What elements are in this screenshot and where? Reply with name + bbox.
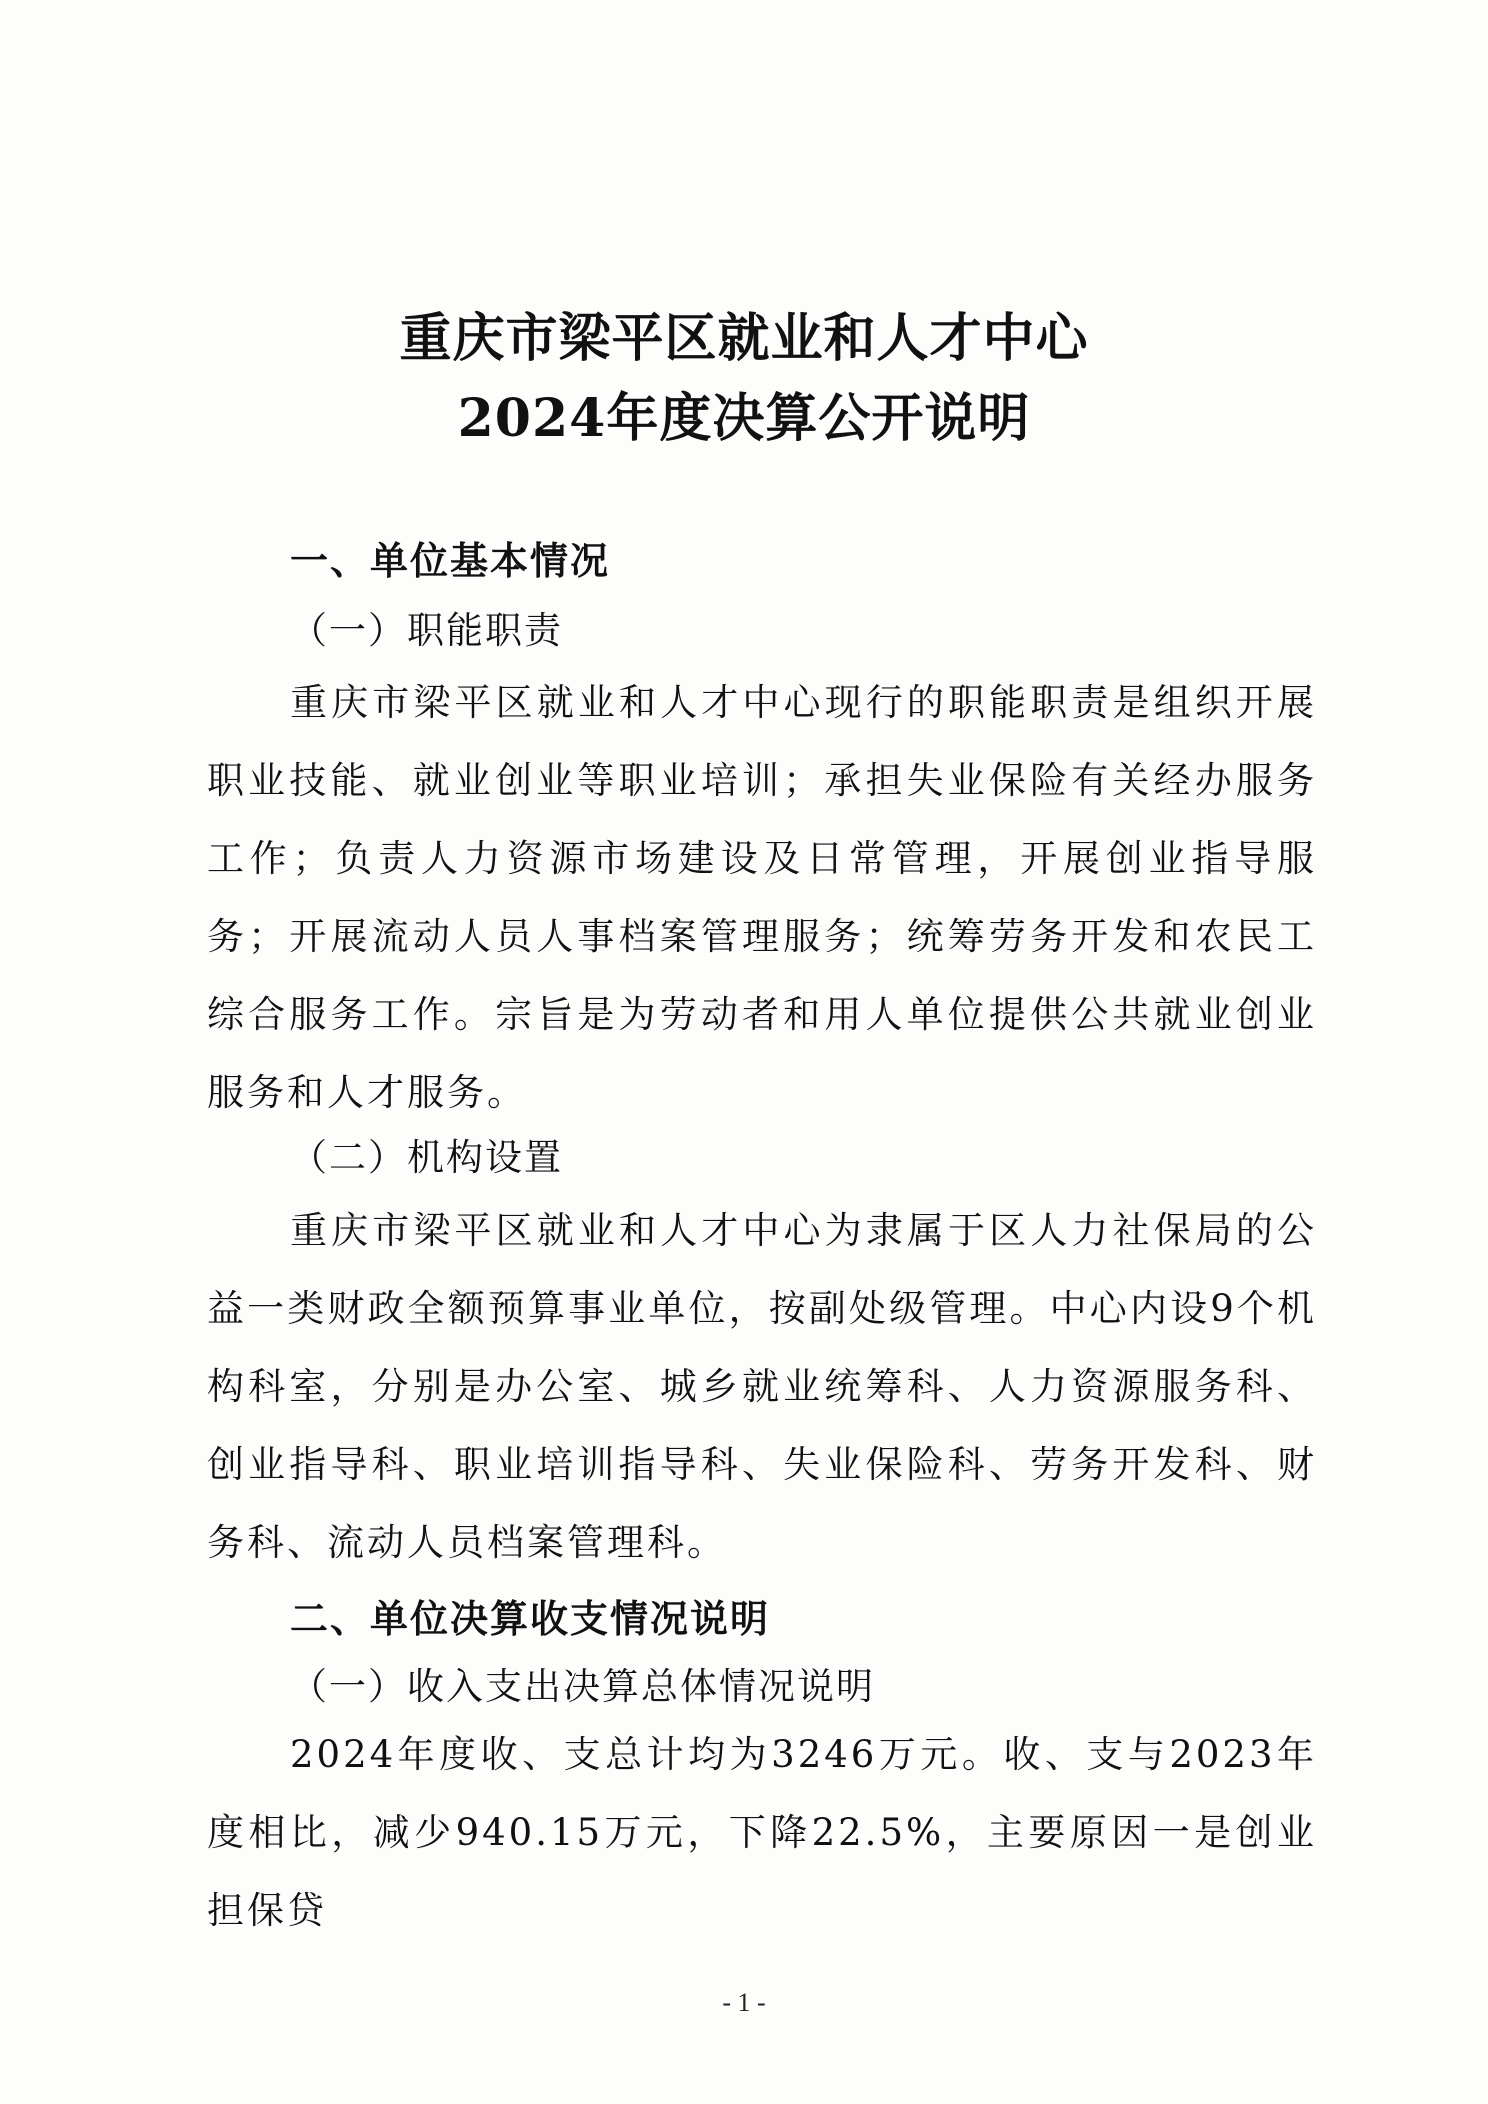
section1-heading: 一、单位基本情况 xyxy=(290,539,611,583)
section2-heading: 二、单位决算收支情况说明 xyxy=(290,1597,771,1641)
section1-sub2-heading: （二）机构设置 xyxy=(290,1136,563,1179)
document-title-line2: 2024年度决算公开说明 xyxy=(457,388,1031,449)
section2-sub1-paragraph: 2024年度收、支总计均为3246万元。收、支与2023年度相比，减少940.15万元，下降22.5%，主要原因一是创业担保贷 xyxy=(207,1733,1317,1932)
section1-sub2-paragraph: 重庆市梁平区就业和人才中心为隶属于区人力社保局的公益一类财政全额预算事业单位，按副处级管理。中心内设9个机构科室，分别是办公室、城乡就业统筹科、人力资源服务科、创业指导科、职业培训指导科、失业保险科、劳务开发科、财务科、流动人员档案管理科。 xyxy=(207,1209,1317,1564)
document-title-line1: 重庆市梁平区就业和人才中心 xyxy=(399,308,1089,369)
section1-sub1-heading: （一）职能职责 xyxy=(290,609,563,652)
section2-sub1-heading: （一）收入支出决算总体情况说明 xyxy=(290,1665,875,1708)
page-number: - 1 - xyxy=(722,1988,766,2017)
section1-sub1-paragraph: 重庆市梁平区就业和人才中心现行的职能职责是组织开展职业技能、就业创业等职业培训；承担失业保险有关经办服务工作；负责人力资源市场建设及日常管理，开展创业指导服务；开展流动人员人事档案管理服务；统筹劳务开发和农民工综合服务工作。宗旨是为劳动者和用人单位提供公共就业创业服务和人才服务。 xyxy=(207,681,1317,1114)
